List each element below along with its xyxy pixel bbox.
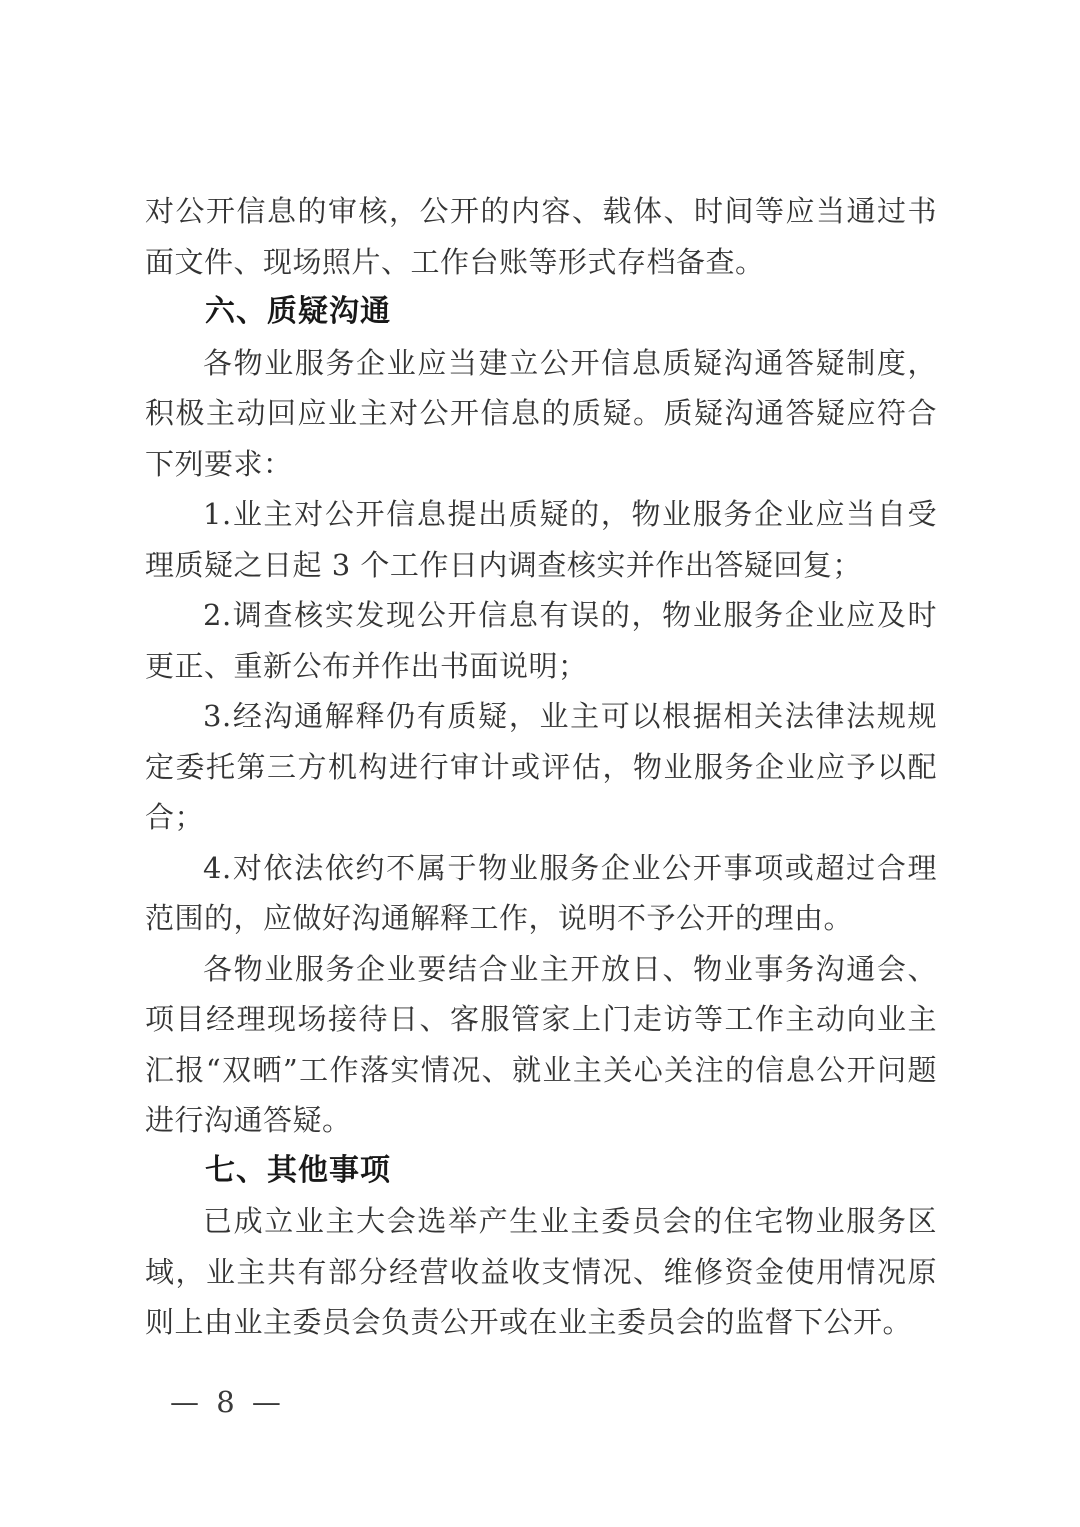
paragraph-archive-requirement: 对公开信息的审核，公开的内容、载体、时间等应当通过书面文件、现场照片、工作台账等形式存档备查。	[145, 194, 937, 279]
paragraph-item-1: 1.业主对公开信息提出质疑的，物业服务企业应当自受理质疑之日起 3 个工作日内调查核实并作出答疑回复；	[145, 497, 937, 582]
section-heading-six: 六、质疑沟通	[205, 294, 391, 329]
section-heading-seven: 七、其他事项	[205, 1152, 391, 1188]
document-body	[145, 186, 937, 1348]
paragraph-question-system: 各物业服务企业应当建立公开信息质疑沟通答疑制度，积极主动回应业主对公开信息的质疑。质疑沟通答疑应符合下列要求：	[145, 345, 937, 481]
page-number: — 8 —	[170, 1385, 285, 1419]
paragraph-item-2: 2.调查核实发现公开信息有误的，物业服务企业应及时更正、重新公布并作出书面说明；	[145, 598, 937, 683]
paragraph-communication-channels: 各物业服务企业要结合业主开放日、物业事务沟通会、项目经理现场接待日、客服管家上门走访等工作主动向业主汇报“双晒”工作落实情况、就业主关心关注的信息公开问题进行沟通答疑。	[145, 951, 937, 1137]
paragraph-owner-committee: 已成立业主大会选举产生业主委员会的住宅物业服务区域，业主共有部分经营收益收支情况、维修资金使用情况原则上由业主委员会负责公开或在业主委员会的监督下公开。	[145, 1204, 937, 1339]
paragraph-item-4: 4.对依法依约不属于物业服务企业公开事项或超过合理范围的，应做好沟通解释工作，说明不予公开的理由。	[145, 850, 937, 935]
paragraph-item-3: 3.经沟通解释仍有质疑，业主可以根据相关法律法规规定委托第三方机构进行审计或评估，物业服务企业应予以配合；	[145, 699, 937, 834]
